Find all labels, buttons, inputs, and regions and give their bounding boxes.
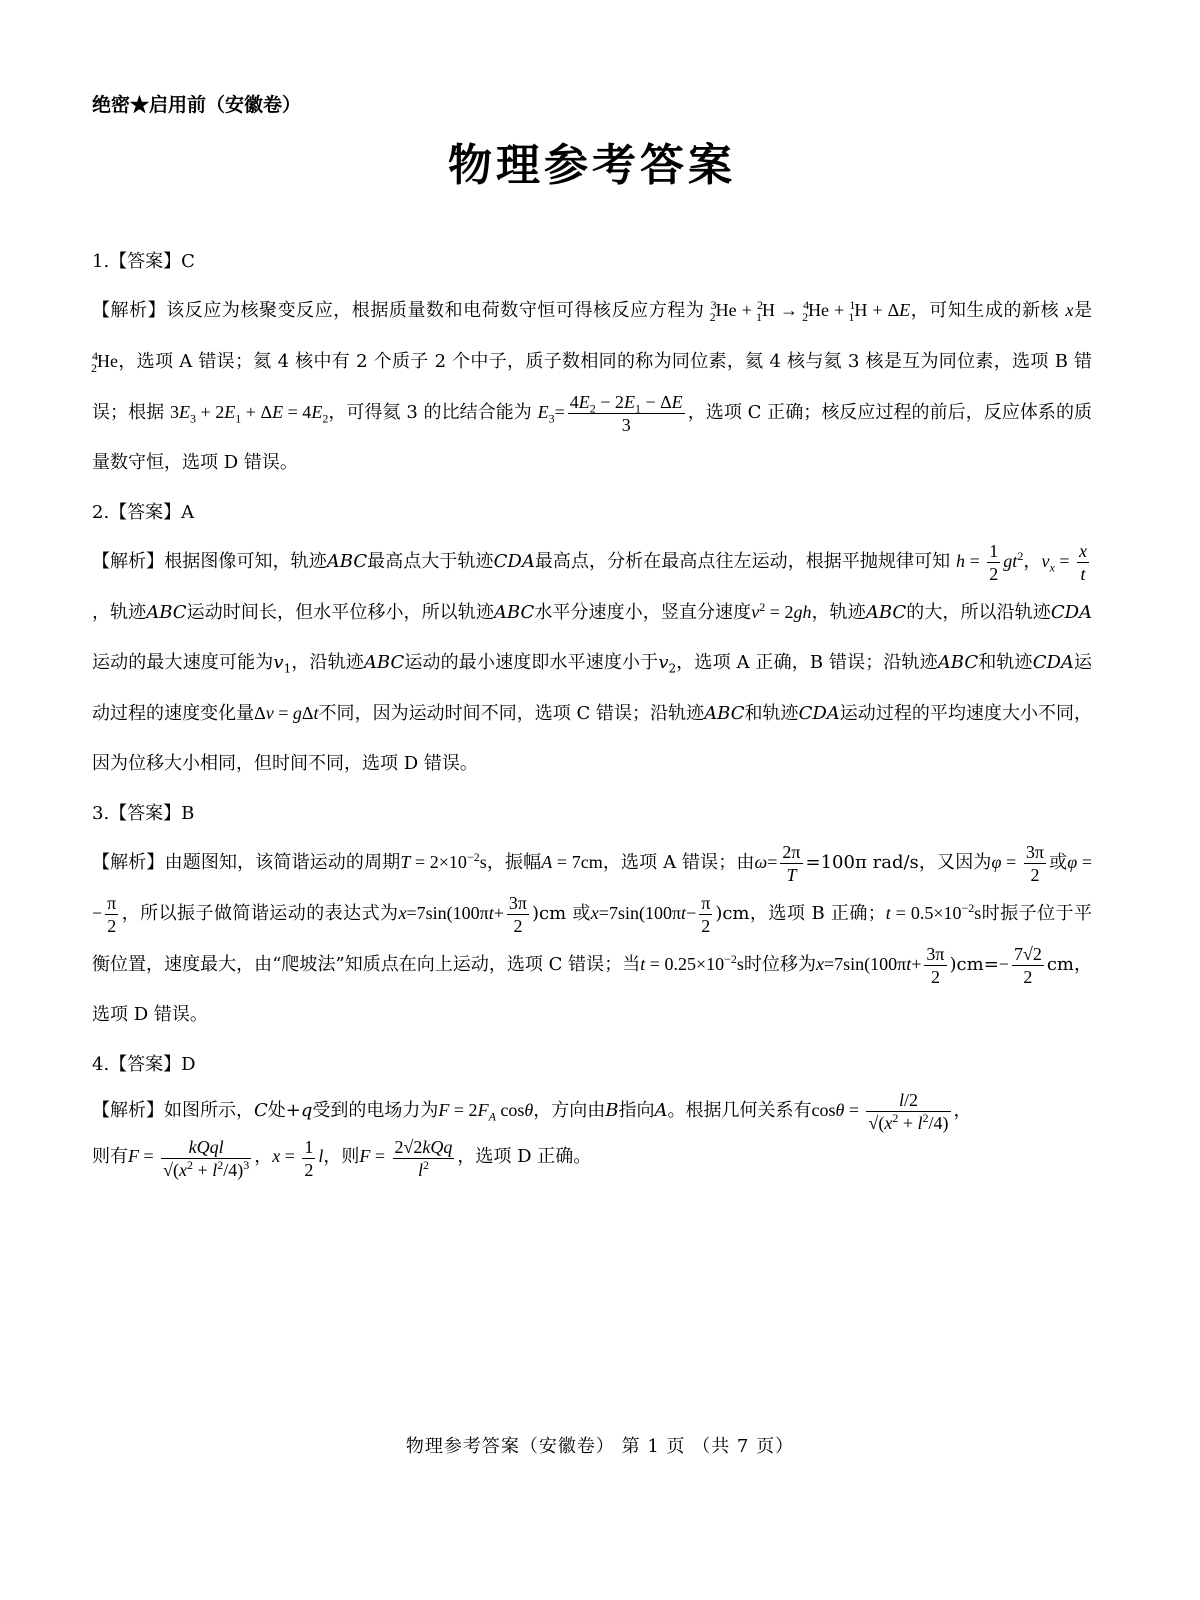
q4-explanation: 【解析】如图所示，C处+q受到的电场力为$F = 2F_A$ cosθ，方向由B指向A。根据几何关系有cosθ = $\frac{l/2}{√(x^2 + l^2/4)}$ ， 则有F = $\frac{\text{kQql}}{√(x^2 + l^2/4)^3}$ ，x = $\frac{1}{2}$ l，则F = $\frac{\text{2√2kQq}}{l^2}$ ，选项 D 正确。 <box>92 1090 972 1180</box>
new-nucleus: $^4_2$He <box>91 349 118 375</box>
q4-answer-heading: 4.【答案】D <box>92 1054 196 1075</box>
nuclear-equation: $^3_2$He + $^2_1$H → $^4_2$He + $^1_1$H + ΔE <box>709 298 911 324</box>
q3-answer-heading: 3.【答案】B <box>92 803 195 824</box>
binding-energy-formula: $E_3=$ $\frac{4E_2 - 2E_1 - \Delta E}{3}$ <box>537 392 683 436</box>
q1-answer-heading: 1.【答案】C <box>92 251 195 272</box>
explain-label: 【解析】 <box>92 300 167 321</box>
q1-explanation: 【解析】该反应为核聚变反应，根据质量数和电荷数守恒可得核反应方程为 $^3_2$He + $^2_1$H → $^4_2$He + $^1_1$H + ΔE，可知生成的新核 x是$^4_2$He，选项 A 错误；氦 4 核中有 2 个质子 2 个中子，质子数相同的称为同位素，氦 4 核与氦 3 核是互为同位素，选项 B 错误；根据 $3E_3 + 2E_1 + \Delta E = 4E_2$，可得氦 3 的比结合能为 $E_3=$ $\frac{4E_2 - 2E_1 - \Delta E}{3}$ ，选项 C 正确；核反应过程的前后，反应体系的质量数守恒，选项 D 错误。 <box>91 298 1093 473</box>
page-title: 物理参考答案 <box>448 140 736 191</box>
document-page <box>92 90 1092 1191</box>
explain-label: 【解析】 <box>92 852 165 873</box>
q2-answer-heading: 2.【答案】A <box>92 502 195 523</box>
energy-equation: $3E_3 + 2E_1 + \Delta E = 4E_2$ <box>169 402 329 426</box>
explain-label: 【解析】 <box>92 551 165 572</box>
q2-explanation: 【解析】根据图像可知，轨迹ABC最高点大于轨迹CDA最高点，分析在最高点往左运动，根据平抛规律可知 h = $\frac{1}{2}$ $gt^2$，$v_x$ = $\frac{x}{t}$ ，轨迹ABC运动时间长，但水平位移小，所以轨迹ABC水平分速度小，竖直分速度$v^2 = 2gh$，轨迹ABC的大，所以沿轨迹CDA运动的最大速度可能为$v_1$，沿轨迹ABC运动的最小速度即水平速度小于$v_2$，选项 A 正确，B 错误；沿轨迹ABC和轨迹CDA运动过程的速度变化量Δv = gΔt不同，因为运动时间不同，选项 C 错误；沿轨迹ABC和轨迹CDA运动过程的平均速度大小不同，因为位移大小相同，但时间不同，选项 D 错误。 <box>92 541 1093 774</box>
q3-explanation: 【解析】由题图知，该简谐运动的周期$T = 2\times 10^{-2}s$，振幅A = 7cm，选项 A 错误；由ω= $\frac{2\pi}{T}$ =100π rad/s，又因为φ = $\frac{3\pi}{2}$ 或φ = − $\frac{\pi}{2}$ ，所以振子做简谐运动的表达式为x=7sin(100πt+ $\frac{3\pi}{2}$ )cm 或x=7sin(100πt− $\frac{\pi}{2}$ )cm，选项 B 正确；$t = 0.5\times 10^{-2}s$时振子位于平衡位置，速度最大，由“爬坡法”知质点在向上运动，选项 C 错误；当$t = 0.25\times 10^{-2}s$时位移为x=7sin(100πt+ $\frac{3\pi}{2}$ )cm=− $\frac{7√2}{2}$ cm，选项 D 错误。 <box>92 842 1093 1025</box>
explain-label: 【解析】 <box>92 1100 164 1121</box>
page-footer: 物理参考答案（安徽卷） 第 1 页 （共 7 页） <box>405 1436 795 1457</box>
secret-label: 绝密★启用前（安徽卷） <box>92 94 302 116</box>
projectile-formulas: h = $\frac{1}{2}$ $gt^2$，$v_x$ = $\frac{x}{t}$ <box>956 541 1088 585</box>
